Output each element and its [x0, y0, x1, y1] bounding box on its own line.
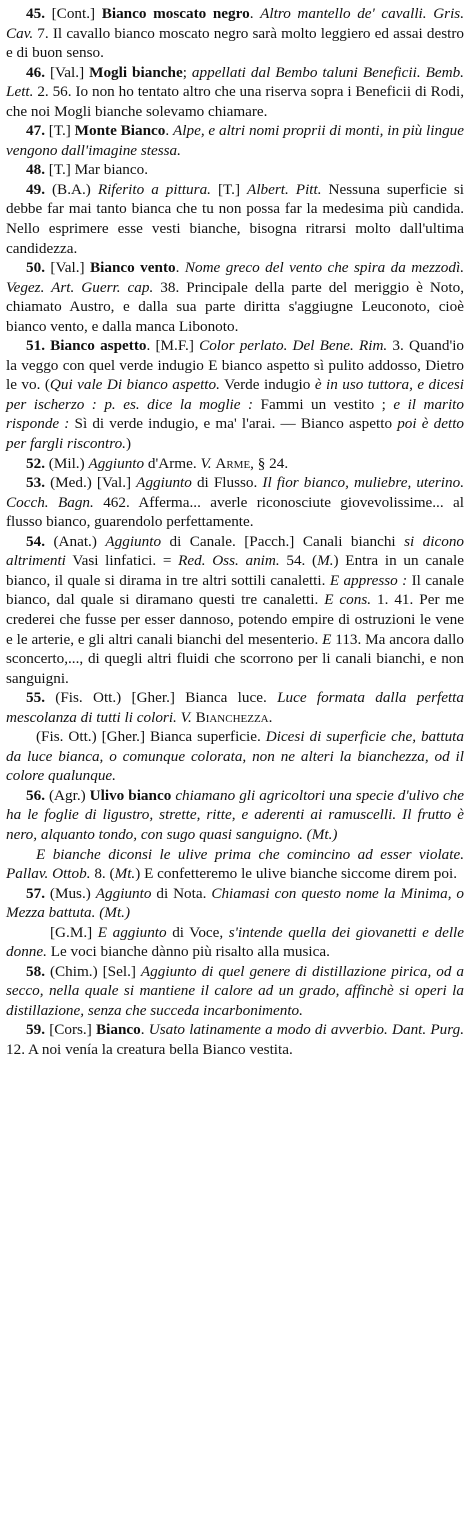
headword: Ulivo bianco [89, 786, 172, 804]
entry-text: (Chim.) [Sel.] [49, 962, 141, 980]
entry-text: 113. Ma ancora dallo sconcerto,..., di quegli altri fluidi che scorrono per li canali bianchi, e non sanguigni. [6, 630, 464, 687]
italic-text: poi è detto per fargli riscontro. [6, 415, 465, 453]
entry-text: [T.] [48, 122, 75, 140]
entry-text: (Fis. Ott.) [Gher.] Bianca luce. [55, 689, 278, 707]
entry-text: [G.M.] [50, 923, 98, 941]
entry-text: Fammi un vestito ; [253, 395, 394, 413]
entry-number: 51. [26, 337, 51, 355]
entry-text: [Cont.] [51, 5, 102, 22]
entry-47 [6, 121, 464, 160]
italic-text: e il marito risponde : [6, 395, 464, 433]
entry-text: . [175, 259, 185, 277]
entry-text: 54. ( [279, 552, 318, 570]
entry-57 [6, 884, 464, 923]
italic-text: s'intende quella dei giovanetti e delle donne. [6, 923, 465, 961]
entry-text: ) E confetteremo le ulive bianche siccome direm poi. [135, 865, 457, 883]
italic-text: Qui vale Di bianco aspetto. [49, 376, 220, 394]
italic-text: E cons. [324, 591, 372, 609]
headword: Bianco vento [90, 259, 176, 277]
entry-text: 7. Il cavallo bianco moscato negro sarà molto leggiero ed assai destro e di buon senso. [6, 24, 464, 62]
entry-52 [6, 454, 464, 474]
italic-text: E aggiunto [97, 923, 167, 941]
entry-number: 52. [26, 454, 49, 472]
headword: Bianco [96, 1021, 141, 1039]
italic-text: Usato latinamente a modo di avverbio. Dant. Purg. [148, 1021, 465, 1039]
entry-50 [6, 258, 464, 336]
italic-text: Red. Oss. anim. [178, 552, 280, 570]
italic-text: è in uso tuttora, e dicesi per ischerzo : p. es. dice la moglie : [6, 376, 464, 413]
italic-text: Aggiunto [136, 474, 192, 492]
entry-number: 55. [26, 689, 56, 707]
italic-text: E bianche [36, 845, 101, 863]
entry-text: . [M.F.] [146, 337, 200, 355]
entry-number: 48. [26, 161, 49, 179]
italic-text: Riferito a pittura. [97, 180, 211, 198]
italic-text: Albert. Pitt. [247, 180, 322, 198]
entry-text: 12. A noi venía la creatura bella Bianco vestita. [6, 1040, 293, 1058]
entry-text: Vasi linfatici. = [65, 552, 179, 570]
entry-text: Nessuna superficie si debbe far mai tanto bianca che tu non possa far la medesima più candida. Nello esprimere esse vesti bianche, bisogna ritrarsi molto dall'ultima candidezza. [6, 180, 465, 257]
entry-56 [6, 786, 464, 845]
entry-text: [Cors.] [49, 1021, 96, 1039]
entry-51 [6, 336, 464, 453]
cross-reference: Bianchezza [195, 708, 269, 726]
italic-text: Nome greco del vento che spira da mezzodì. Vegez. Art. Guerr. cap. [6, 259, 464, 296]
entry-58 [6, 962, 464, 1021]
entry-text: (Med.) [Val.] [50, 474, 137, 492]
entry-48 [6, 160, 464, 180]
entry-text: 3. Quand'io la veggo con quel verde indugio E bianco aspetto sì pulito addosso, Dietro le vo. ( [6, 337, 465, 394]
entry-text: . [165, 122, 173, 140]
entry-text: 2. 56. Io non ho tentato altro che una riserva sopra i Beneficii di Rodi, che noi Mogli bianche solevamo chiamare. [6, 83, 464, 120]
cross-reference: Arme [215, 454, 251, 472]
italic-text: appellati dal Bembo taluni Beneficii. Bemb. Lett. [6, 63, 464, 101]
entry-text: (Mil.) [48, 454, 89, 472]
italic-text: M. [317, 552, 334, 570]
italic-text: si dicono altrimenti [6, 532, 465, 570]
italic-text: Dicesi di superficie che, battuta da luce bianca, o comunque colorata, non ne alteri la bianchezza, od il colore qualunque. [6, 728, 464, 785]
entry-text: di Canale. [Pacch.] Canali bianchi [161, 532, 405, 550]
entry-55b [6, 727, 464, 786]
entry-53 [6, 473, 464, 532]
entry-text: 38. Principale della parte del meriggio è Noto, chiamato Austro, e dalla sua parte diritta s'aggiugne Leuconoto, cioè bianco vento, e dalla manca Libonoto. [6, 278, 464, 335]
headword: Monte Bianco [74, 122, 166, 140]
entry-text: Le voci bianche dànno più risalto alla musica. [46, 943, 330, 961]
entry-text: (Anat.) [53, 532, 106, 550]
headword: Bianco moscato negro [101, 5, 250, 22]
entry-number: 49. [26, 180, 52, 198]
entry-55 [6, 688, 464, 727]
entry-number: 53. [26, 474, 51, 492]
italic-text: Mt. [114, 865, 136, 883]
entry-text: Il canale bianco, dal quale si diramano questi tre canaletti. [6, 571, 464, 609]
entry-text: 8. ( [90, 865, 115, 883]
italic-text: V. [200, 454, 212, 472]
entry-text: di Nota. [151, 884, 212, 902]
entry-number: 45. [26, 5, 52, 22]
italic-text: Aggiunto [88, 454, 145, 472]
italic-text: Aggiunto di quel genere di distillazione pirica, od a secco, nella quale si mantiene il calore ad un grado, affinchè si operi la distillazione, senza che succeda incarbonimento. [6, 962, 465, 1019]
italic-text: Alpe, e altri nomi proprii di monti, in più lingue vengono dall'imagine stessa. [6, 122, 465, 159]
entry-text: [T.] [210, 180, 248, 198]
headword: Bianco aspetto [50, 337, 147, 355]
italic-text: E appresso : [329, 571, 408, 589]
entry-text: 462. Afferma... averle riconosciute giovevolissime... al flusso bianco, guarendolo perfettamente. [6, 493, 464, 531]
italic-text: E [322, 630, 332, 648]
entry-49 [6, 180, 464, 258]
entry-57b [6, 923, 464, 962]
entry-text: di Voce, [166, 923, 229, 941]
entry-46 [6, 63, 464, 122]
entry-number: 46. [26, 63, 50, 81]
italic-text: Aggiunto [95, 884, 152, 902]
italic-text: Color perlato. Del Bene. Rim. [199, 337, 388, 355]
italic-text: diconsi le ulive prima che comincino ad esser violate. Pallav. Ottob. [6, 845, 465, 883]
entry-text: ) Entra in un canale bianco, il quale si dirama in tre altri sottili canaletti. [6, 552, 465, 589]
entry-text: . [268, 708, 273, 726]
entry-text: . [249, 5, 261, 22]
entry-text: , § 24. [250, 454, 289, 472]
entry-59 [6, 1020, 464, 1059]
italic-text: chiamano gli agricoltori una specie d'ulivo che ha le foglie di ligustro, strette, ritte, e aderenti ai ramuscelli. Il frutto è nero, alquanto tondo, con sugo quasi sanguigno. (Mt.) [6, 786, 465, 843]
entry-text: [Val.] [50, 259, 91, 277]
entry-text: [T.] Mar bianco. [48, 161, 149, 179]
entry-number: 59. [26, 1021, 50, 1039]
entry-45 [6, 4, 464, 63]
italic-text: Luce formata dalla perfetta mescolanza di tutti li colori. V. [6, 689, 464, 726]
entry-text: ; [182, 63, 192, 81]
entry-text: . [140, 1021, 149, 1039]
entry-text: ) [125, 435, 132, 453]
italic-text: Chiamasi con questo nome la Minima, o Mezza battuta. (Mt.) [6, 884, 464, 922]
entry-text: 1. 41. Per me crederei che fusse per esser dannoso, potendo empire di ostruzioni le vene e le arterie, e gli altri canali bianchi del mesenterio. [6, 591, 464, 648]
dictionary-page [6, 4, 464, 1060]
italic-text: Il fior bianco, muliebre, uterino. Cocch. Bagn. [6, 474, 464, 511]
entry-text: Sì di verde indugio, e ma' l'arai. — Bianco aspetto [69, 415, 398, 433]
entry-54 [6, 532, 464, 688]
entry-text: (Fis. Ott.) [Gher.] Bianca superficie. [36, 728, 266, 746]
entry-number: 47. [26, 122, 49, 140]
entry-text: [Val.] [49, 63, 90, 81]
entry-56b [6, 845, 464, 884]
entry-number: 57. [26, 884, 50, 902]
italic-text: Altro mantello de' cavalli. Gris. Cav. [6, 5, 465, 42]
entry-text: d'Arme. [144, 454, 201, 472]
entry-text: Verde indugio [219, 376, 315, 394]
entry-text: (Agr.) [48, 786, 90, 804]
entry-number: 56. [26, 786, 49, 804]
entry-text: (Mus.) [49, 884, 96, 902]
italic-text: Aggiunto [105, 532, 162, 550]
entry-text: di Flusso. [191, 474, 263, 492]
entry-text: (B.A.) [52, 180, 98, 198]
headword: Mogli bianche [89, 63, 183, 81]
entry-number: 54. [26, 532, 54, 550]
entry-number: 50. [26, 259, 51, 277]
entry-number: 58. [26, 962, 50, 980]
